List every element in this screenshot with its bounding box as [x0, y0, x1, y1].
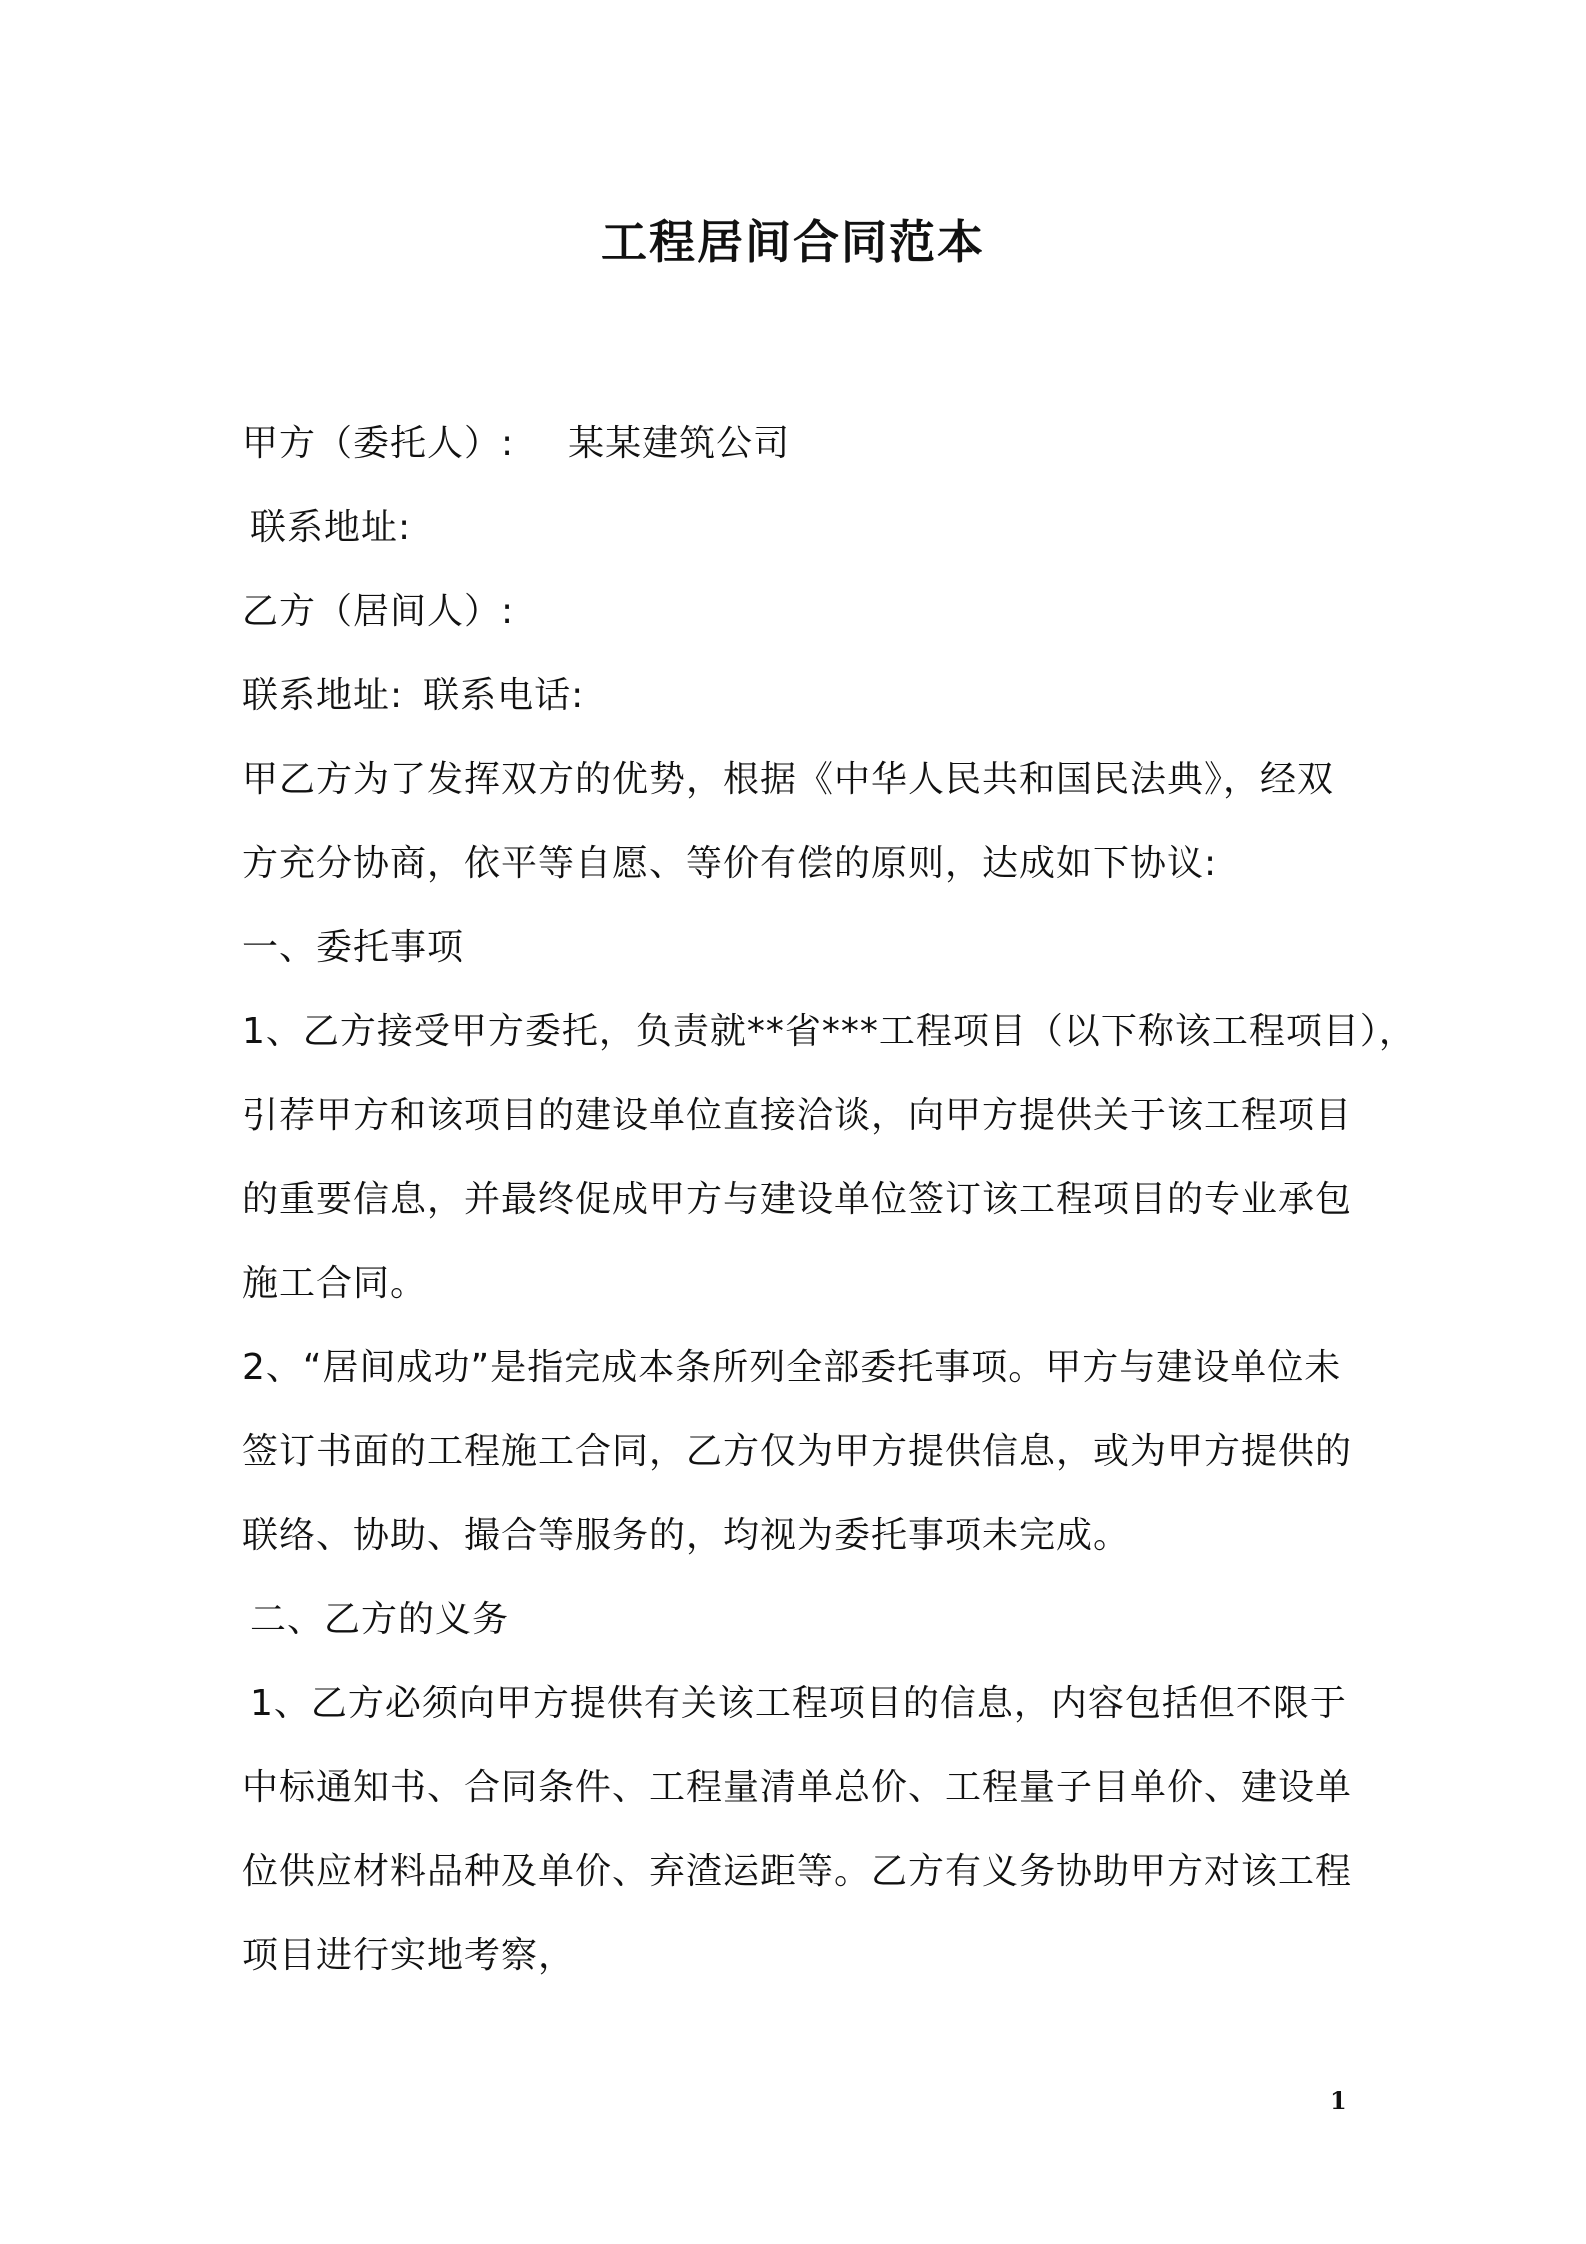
party-b-label: 乙方（居间人）: — [242, 591, 515, 632]
document-title: 工程居间合同范本 — [601, 215, 985, 269]
clause-2-1-line: 1、乙方必须向甲方提供有关该工程项目的信息，内容包括但不限于 — [250, 1683, 1347, 1724]
party-a-line — [242, 402, 1357, 486]
preamble-line: 甲乙方为了发挥双方的优势，根据《中华人民共和国民法典》，经双 — [242, 759, 1335, 800]
party-b-address-label: 联系地址: — [242, 675, 404, 716]
clause-1-2-line: 签订书面的工程施工合同，乙方仅为甲方提供信息，或为甲方提供的 — [242, 1431, 1353, 1472]
party-a-address-label: 联系地址: — [250, 507, 412, 548]
document-body — [242, 402, 1416, 1998]
party-b-line — [242, 570, 1357, 654]
clause-1-1-line: 施工合同。 — [242, 1263, 428, 1304]
clause-1-1-line: 引荐甲方和该项目的建设单位直接洽谈，向甲方提供关于该工程项目 — [242, 1095, 1353, 1136]
clause-2-1-line: 中标通知书、合同条件、工程量清单总价、工程量子目单价、建设单 — [242, 1767, 1353, 1808]
party-b-phone-label: 联系电话: — [423, 675, 585, 716]
clause-1-1-line: 1、乙方接受甲方委托，负责就**省***工程项目（以下称该工程项目）， — [242, 1011, 1416, 1052]
section-heading-entrustment: 一、委托事项 — [242, 927, 465, 968]
clause-1-1-line: 的重要信息，并最终促成甲方与建设单位签订该工程项目的专业承包 — [242, 1179, 1353, 1220]
preamble-line: 方充分协商，依平等自愿、等价有偿的原则，达成如下协议: — [242, 843, 1218, 884]
clause-1-2-line: 2、“居间成功”是指完成本条所列全部委托事项。甲方与建设单位未 — [242, 1347, 1342, 1388]
clause-2-1-line: 位供应材料品种及单价、弃渣运距等。乙方有义务协助甲方对该工程 — [242, 1851, 1353, 1892]
clause-1-2-line: 联络、协助、撮合等服务的，均视为委托事项未完成。 — [242, 1515, 1131, 1556]
party-b-contact-line — [242, 654, 1357, 738]
section-heading-obligations: 二、乙方的义务 — [250, 1599, 510, 1640]
clause-2-1-line: 项目进行实地考察， — [242, 1935, 576, 1976]
page-number: 1 — [1330, 2086, 1347, 2115]
party-a-label: 甲方（委托人）: — [242, 423, 515, 464]
party-a-address-line — [242, 486, 1357, 570]
party-a-name: 某某建筑公司 — [568, 423, 791, 464]
